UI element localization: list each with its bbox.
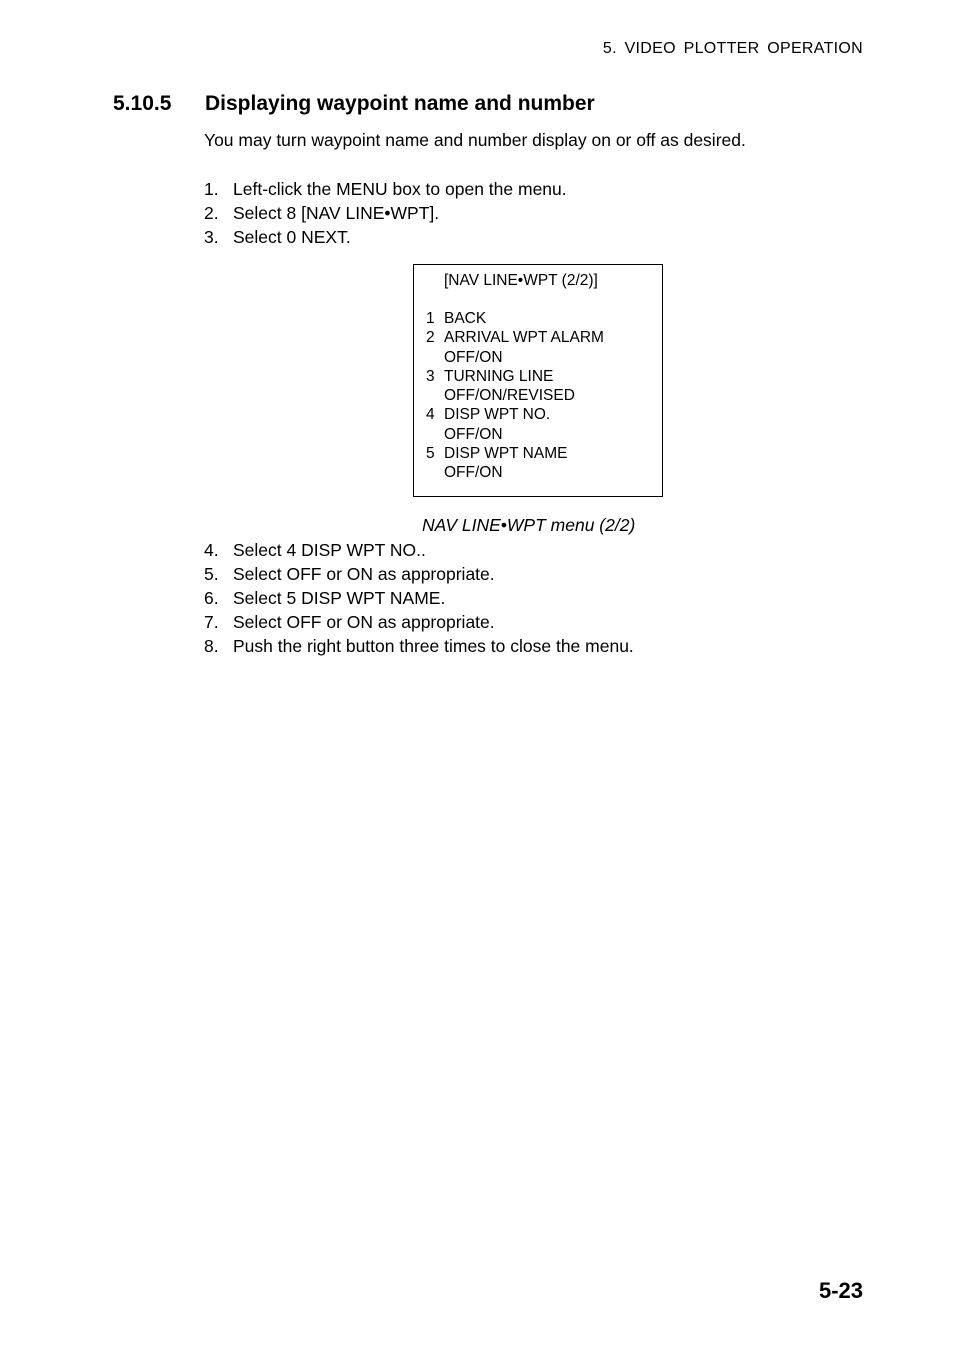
menu-item-label: DISP WPT NAME xyxy=(444,445,568,463)
list-item xyxy=(204,538,634,562)
menu-item-label: TURNING LINE xyxy=(444,367,554,385)
menu-item-label: BACK xyxy=(444,310,487,327)
menu-figure-box xyxy=(413,264,663,497)
page-number: 5-23 xyxy=(818,1278,863,1303)
list-item xyxy=(204,634,634,658)
menu-item-number: 1 xyxy=(426,310,435,327)
list-item xyxy=(204,586,634,610)
step-number: 2. xyxy=(204,203,219,223)
menu-item-options: OFF/ON xyxy=(444,425,503,443)
step-number: 7. xyxy=(204,612,219,632)
section-heading xyxy=(113,92,595,116)
menu-item-arrival-wpt-alarm xyxy=(426,328,604,367)
menu-item-number: 3 xyxy=(426,367,435,385)
menu-item-options: OFF/ON/REVISED xyxy=(444,387,575,405)
menu-item-number: 4 xyxy=(426,406,435,424)
step-number: 8. xyxy=(204,636,219,656)
step-number: 3. xyxy=(204,227,219,247)
step-text: Select 0 NEXT. xyxy=(233,227,351,247)
section-title: Displaying waypoint name and number xyxy=(205,92,595,115)
intro-paragraph: You may turn waypoint name and number display on or off as desired. xyxy=(204,130,746,150)
running-header: 5. VIDEO PLOTTER OPERATION xyxy=(602,40,863,57)
menu-item-label: DISP WPT NO. xyxy=(444,406,551,424)
step-number: 6. xyxy=(204,588,219,608)
menu-item-number: 2 xyxy=(426,329,435,347)
step-text: Push the right button three times to close the menu. xyxy=(233,636,634,656)
steps-list-after xyxy=(204,538,634,658)
step-text: Select 5 DISP WPT NAME. xyxy=(233,588,446,608)
menu-title: [NAV LINE•WPT (2/2)] xyxy=(444,272,598,289)
list-item xyxy=(204,177,567,201)
list-item xyxy=(204,610,634,634)
menu-item-number: 5 xyxy=(426,445,435,463)
section-number: 5.10.5 xyxy=(113,92,172,115)
menu-item-options: OFF/ON xyxy=(444,464,503,482)
menu-item-disp-wpt-no xyxy=(426,405,604,444)
menu-item-turning-line xyxy=(426,367,604,406)
list-item xyxy=(204,562,634,586)
menu-item-label: ARRIVAL WPT ALARM xyxy=(444,329,604,347)
step-number: 5. xyxy=(204,564,219,584)
menu-items-list xyxy=(426,309,604,483)
step-number: 1. xyxy=(204,179,219,199)
list-item xyxy=(204,225,567,249)
step-text: Select 8 [NAV LINE•WPT]. xyxy=(233,203,440,223)
menu-item-disp-wpt-name xyxy=(426,444,604,483)
menu-item-back xyxy=(426,309,604,328)
step-text: Select 4 DISP WPT NO.. xyxy=(233,540,426,560)
step-number: 4. xyxy=(204,540,219,560)
step-text: Select OFF or ON as appropriate. xyxy=(233,564,495,584)
steps-list-before xyxy=(204,177,567,249)
step-text: Select OFF or ON as appropriate. xyxy=(233,612,495,632)
figure-caption: NAV LINE•WPT menu (2/2) xyxy=(422,515,636,535)
step-text: Left-click the MENU box to open the menu. xyxy=(233,179,567,199)
menu-item-options: OFF/ON xyxy=(444,348,503,366)
list-item xyxy=(204,201,567,225)
